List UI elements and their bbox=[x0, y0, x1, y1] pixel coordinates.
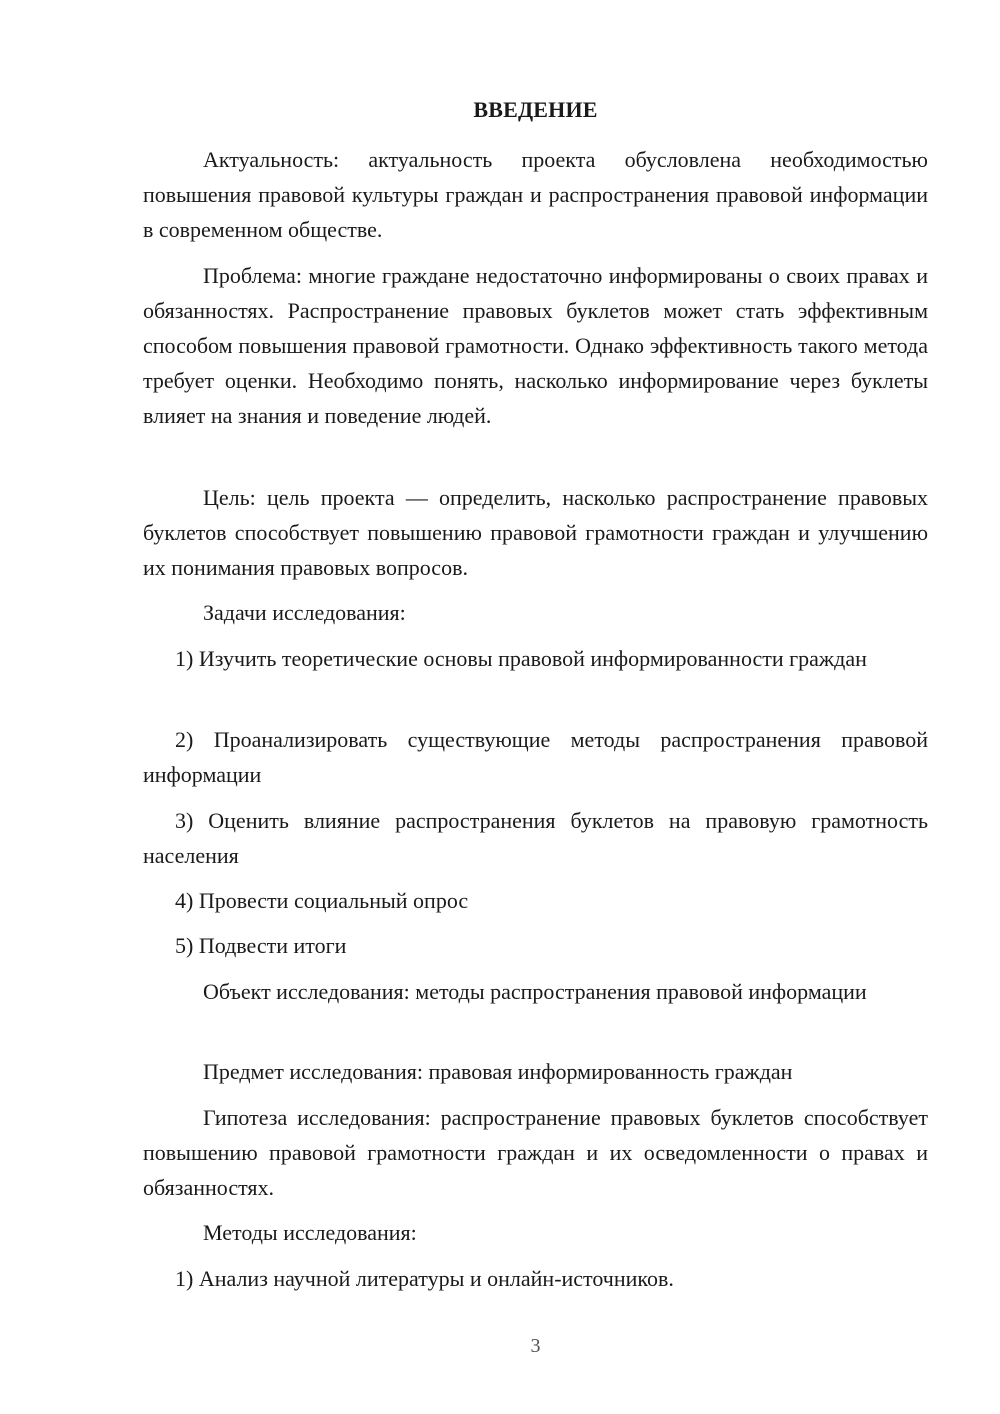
paragraph-goal: Цель: цель проекта — определить, насколько распространение правовых буклетов способствует повышению правовой грамотности граждан и улучшению их понимания правовых вопросов. bbox=[143, 485, 928, 580]
tasks-title: Задачи исследования: bbox=[203, 600, 406, 625]
section-heading: ВВЕДЕНИЕ bbox=[473, 97, 598, 122]
paragraph-problem: Проблема: многие граждане недостаточно информированы о своих правах и обязанностях. Распространение правовых буклетов может стать эффективным способом повышения правовой грамотности. Однако эффективность такого метода требует оценки. Необходимо понять, насколько информирование через буклеты влияет на знания и поведение людей. bbox=[143, 263, 928, 428]
paragraph-object: Объект исследования: методы распространения правовой информации bbox=[203, 979, 867, 1004]
task-item-5: 5) Подвести итоги bbox=[175, 933, 347, 958]
paragraph-hypothesis: Гипотеза исследования: распространение правовых буклетов способствует повышению правовой грамотности граждан и их осведомленности о правах и обязанностях. bbox=[143, 1105, 928, 1200]
paragraph-relevance: Актуальность: актуальность проекта обусловлена необходимостью повышения правовой культуры граждан и распространения правовой информации в современном обществе. bbox=[143, 147, 928, 242]
task-item-3: 3) Оценить влияние распространения буклетов на правовую грамотность населения bbox=[143, 808, 928, 868]
page-number: 3 bbox=[530, 1335, 541, 1357]
task-item-2: 2) Проанализировать существующие методы распространения правовой информации bbox=[143, 727, 928, 787]
task-item-1: 1) Изучить теоретические основы правовой информированности граждан bbox=[175, 646, 867, 671]
paragraph-subject: Предмет исследования: правовая информированность граждан bbox=[203, 1059, 793, 1084]
task-item-4: 4) Провести социальный опрос bbox=[175, 888, 469, 913]
method-item-1: 1) Анализ научной литературы и онлайн-источников. bbox=[175, 1266, 674, 1291]
methods-title: Методы исследования: bbox=[203, 1220, 417, 1245]
